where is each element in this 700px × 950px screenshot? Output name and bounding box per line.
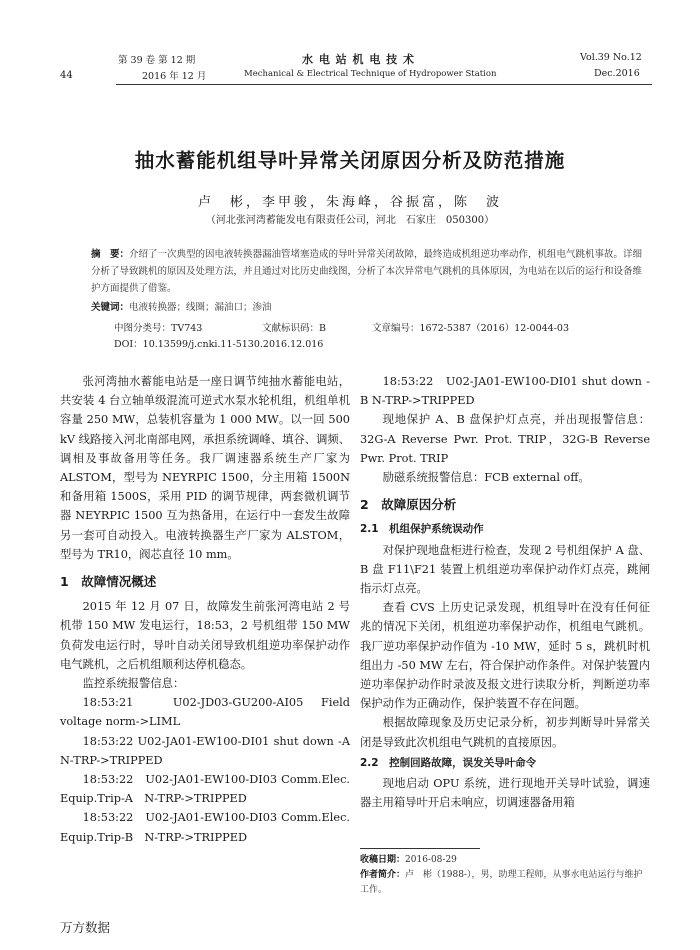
header-journal-en: Mechanical & Electrical Technique of Hydropower Station [244, 69, 497, 79]
article-number: 文章编号：1672-5387（2016）12-0044-03 [372, 323, 570, 334]
affiliation: （河北张河湾蓄能发电有限责任公司，河北 石家庄 050300） [205, 215, 495, 226]
log-entry: 18:53:22 U02-JA01-EW100-DI03 Comm.Elec. Equip.Trip-B N-TRP->TRIPPED [60, 811, 350, 844]
received-date: 2016-08-29 [405, 855, 457, 865]
keywords-label: 关键词： [91, 302, 130, 313]
bio-label: 作者简介： [360, 870, 406, 880]
log-entry: 18:53:22 U02-JA01-EW100-DI03 Comm.Elec. Equip.Trip-A N-TRP->TRIPPED [60, 773, 350, 806]
watermark: 万方数据 [60, 920, 111, 935]
footnote-bio [360, 868, 646, 897]
log-entry: 18:53:22 U02-JA01-EW100-DI01 shut down -B N-TRP->TRIPPED [360, 375, 650, 408]
clc-number: 中图分类号：TV743 [114, 323, 203, 334]
excitation-alarm-paragraph: 励磁系统报警信息：FCB external off。 [382, 471, 590, 485]
keywords [91, 299, 272, 313]
log-entry: 18:53:22 U02-JA01-EW100-DI01 shut down -A N-TRP->TRIPPED [60, 734, 350, 767]
footnote-rule [360, 848, 480, 849]
doi: DOI：10.13599/j.cnki.11-5130.2016.12.016 [114, 339, 324, 350]
protection-alarm-paragraph: 现地保护 A、B 盘保护灯点亮，并出现报警信息：32G-A Reverse Pwr. Prot. TRIP，32G-B Reverse Pwr. Prot. TRIP [360, 413, 650, 465]
abstract [91, 246, 646, 297]
received-label: 收稿日期： [360, 855, 406, 865]
header-date-en: Dec.2016 [594, 68, 640, 79]
footnote-received [360, 853, 646, 868]
log-entry: 18:53:21 U02-JD03-GU200-AI05 Field voltage norm->LIML [60, 696, 350, 729]
section-2-2-heading: 2.2 控制回路故障，误发关导叶命令 [360, 756, 537, 769]
page-number: 44 [60, 70, 73, 81]
bio-text: 卢 彬（1988-），男，助理工程师，从事水电站运行与维护工作。 [360, 870, 643, 895]
left-column [60, 372, 350, 847]
section-2-2-paragraph: 现地启动 OPU 系统，进行现地开关导叶试验，调速器主用箱导叶开启未响应，切调速器备用箱 [360, 777, 650, 810]
header-volume: 第 39 卷 第 12 期 [118, 55, 196, 66]
section-2-1-paragraph: 对保护现地盘柜进行检查，发现 2 号机组保护 A 盘、B 盘 F11\F21 装置上机组逆功率保护动作灯点亮，跳闸指示灯点亮。 [360, 543, 650, 596]
doc-code: 文献标识码：B [262, 323, 326, 334]
intro-paragraph: 张河湾抽水蓄能电站是一座日调节纯抽水蓄能电站，共安装 4 台立轴单级混流可逆式水泵水轮机组，机组单机容量 250 MW，总装机容量为 1 000 MW。以一回 500 kV 线路接入河北南部电网，承担系统调峰、填谷、调频、调相及事故备用等任务。我厂调速器系统生产厂家为 ALSTOM，型号为 NEYRPIC 1500，分主用箱 1500N 和备用箱 1500S，采用 PID 的调节规律，两套微机调节器 NEYRPIC 1500 互为热备用，在运行中一套发生故障另一套可自动投入。电液转换器生产厂家为 ALSTOM，型号为 TR10，阀芯直径 10 mm。 [60, 375, 350, 561]
section-1-paragraph: 2015 年 12 月 07 日，故障发生前张河湾电站 2 号机带 150 MW 发电运行，18:53，2 号机组带 150 MW 负荷发电运行时，导叶自动关闭导致机组逆功率保护动作电气跳机，之后机组顺利达停机稳态。 [60, 600, 350, 671]
right-column [360, 372, 650, 812]
section-1-heading: 1 故障情况概述 [60, 574, 157, 590]
paper-title: 抽水蓄能机组导叶异常关闭原因分析及防范措施 [134, 149, 566, 172]
header-date: 2016 年 12 月 [142, 71, 207, 82]
abstract-text: 介绍了一次典型的因电液转换器漏油管堵塞造成的导叶异常关闭故障，最终造成机组逆功率动作，机组电气跳机事故。详细分析了导致跳机的原因及处理方法，并且通过对比历史曲线图，分析了本次异常电气跳机的具体原因，为电站在以后的运行和设备维护方面提供了借鉴。 [91, 249, 643, 294]
section-2-heading: 2 故障原因分析 [360, 497, 457, 513]
header-journal-cn: 水 电 站 机 电 技 术 [302, 53, 415, 66]
abstract-label: 摘 要： [91, 249, 130, 260]
authors: 卢 彬，李甲骏，朱海峰，谷振富，陈 波 [197, 195, 502, 210]
section-2-1-paragraph: 根据故障现象及历史记录分析，初步判断导叶异常关闭是导致此次机组电气跳机的直接原因。 [360, 716, 650, 749]
section-2-1-paragraph: 查看 CVS 上历史记录发现，机组导叶在没有任何征兆的情况下关闭，机组逆功率保护动作，机组电气跳机。我厂逆功率保护动作值为 -10 MW，延时 5 s，跳机时机组出力 -50 MW 左右，符合保护动作条件。对保护装置内逆功率保护动作时录波及报文进行读取分析，判断逆功率保护动作为正确动作，保护装置不存在问题。 [360, 601, 650, 711]
section-2-1-heading: 2.1 机组保护系统误动作 [360, 523, 484, 536]
keywords-text: 电液转换器；线圈；漏油口；渗油 [129, 302, 272, 313]
header-volume-en: Vol.39 No.12 [580, 52, 642, 63]
alarm-info-label: 监控系统报警信息： [82, 677, 185, 691]
header-rule [116, 84, 652, 85]
